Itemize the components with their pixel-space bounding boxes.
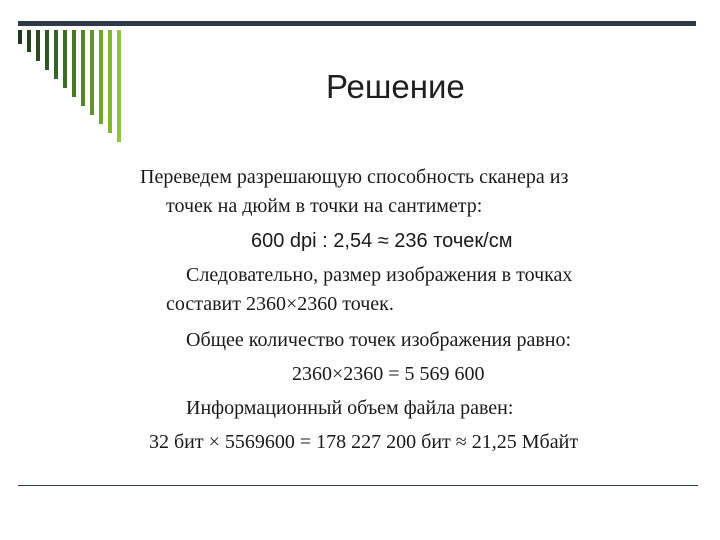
stripe	[45, 30, 49, 70]
slide-title: Решение	[326, 68, 465, 105]
text-line-5: Общее количество точек изображения равно:	[186, 329, 572, 351]
stripe	[54, 30, 58, 79]
stripe	[108, 30, 112, 133]
text-line-4: составит 2360×2360 точек.	[166, 293, 394, 315]
stripe	[117, 30, 121, 142]
stripe	[18, 30, 22, 44]
stripe	[90, 30, 94, 115]
stripe	[72, 30, 76, 97]
formula-line-dpi: 600 dpi : 2,54 ≈ 236 точек/см	[251, 230, 513, 252]
stripe	[99, 30, 103, 124]
formula-line-size: 32 бит × 5569600 = 178 227 200 бит ≈ 21,25 Мбайт	[149, 431, 579, 453]
stripe	[27, 30, 31, 52]
formula-line-points: 2360×2360 = 5 569 600	[292, 363, 485, 385]
bottom-rule	[18, 485, 698, 486]
stripe	[81, 30, 85, 106]
text-line-6: Информационный объем файла равен:	[186, 397, 514, 419]
top-rule	[18, 21, 696, 26]
decorative-stripes	[18, 30, 128, 142]
stripe	[36, 30, 40, 61]
text-line-1: Переведем разрешающую способность сканера из	[140, 166, 569, 188]
text-line-3: Следовательно, размер изображения в точках	[186, 264, 573, 286]
stripe	[63, 30, 67, 88]
text-line-2: точек на дюйм в точки на сантиметр:	[166, 195, 483, 217]
